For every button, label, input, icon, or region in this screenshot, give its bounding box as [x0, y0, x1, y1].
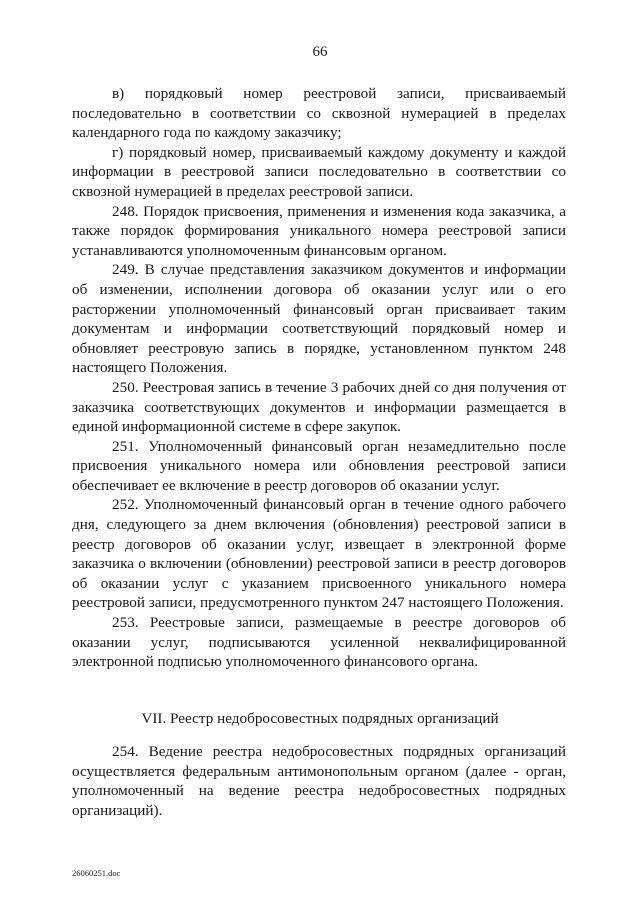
paragraph-v: в) порядковый номер реестровой записи, присваиваемый последовательно в соответствии со сквозной нумерацией в пределах календарного года по каждому заказчику; — [72, 85, 566, 142]
document-body — [72, 84, 566, 672]
paragraph-252: 252. Уполномоченный финансовый орган в течение одного рабочего дня, следующего за днем включения (обновления) реестровой записи в реестр договоров об оказании услуг, извещает в электронной форме заказчика о включении (обновлении) реестровой записи в реестр договоров об оказании услуг с указанием присвоенного уникального номера реестровой записи, предусмотренного пунктом 247 настоящего Положения. — [72, 496, 566, 612]
paragraph-248: 248. Порядок присвоения, применения и изменения кода заказчика, а также порядок формирования уникального номера реестровой записи устанавливаются уполномоченным финансовым органом. — [72, 202, 566, 259]
paragraph-g: г) порядковый номер, присваиваемый каждому документу и каждой информации в реестровой записи последовательно в соответствии со сквозной нумерацией в пределах реестровой записи. — [72, 143, 566, 200]
paragraph-253: 253. Реестровые записи, размещаемые в реестре договоров об оказании услуг, подписываются усиленной неквалифицированной электронной подписью уполномоченного финансового органа. — [72, 614, 566, 671]
paragraph-250: 250. Реестровая запись в течение 3 рабочих дней со дня получения от заказчика соответствующих документов и информации размещается в единой информационной системе в сфере закупок. — [72, 378, 566, 436]
paragraph-254: 254. Ведение реестра недобросовестных подрядных организаций осуществляется федеральным антимонопольным органом (далее - орган, уполномоченный на ведение реестра недобросовестных подрядных организаций). — [72, 743, 566, 819]
footer-filename: 26060251.doc — [72, 868, 121, 878]
paragraph-251: 251. Уполномоченный финансовый орган незамедлительно после присвоения уникального номера или обновления реестровой записи обеспечивает ее включение в реестр договоров об оказании услуг. — [72, 437, 566, 494]
section-heading: VII. Реестр недобросовестных подрядных организаций — [141, 710, 499, 727]
paragraph-249: 249. В случае представления заказчиком документов и информации об изменении, исполнении договора об оказании услуг или о его расторжении уполномоченный финансовый орган присваивает таким документам и информации соответствующий порядковый номер и обновляет реестровую запись в порядке, установленном пунктом 248 настоящего Положения. — [72, 261, 566, 377]
page-number: 66 — [312, 44, 328, 60]
document-body-section — [72, 742, 566, 820]
